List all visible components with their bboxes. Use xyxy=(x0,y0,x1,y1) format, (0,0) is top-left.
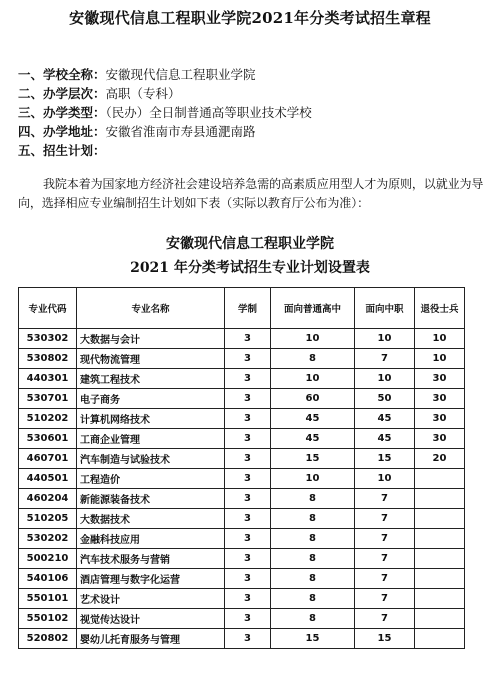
table-row xyxy=(19,429,465,449)
cell-code: 530601 xyxy=(19,429,77,449)
cell-name: 酒店管理与数字化运营 xyxy=(77,569,225,589)
table-row xyxy=(19,389,465,409)
table-title-line1: 安徽现代信息工程职业学院 xyxy=(166,236,334,252)
cell-veterans: 30 xyxy=(415,409,465,429)
cell-high-school: 60 xyxy=(271,389,355,409)
cell-vocational: 10 xyxy=(355,369,415,389)
info-value: 安徽现代信息工程职业学院 xyxy=(105,67,256,82)
table-row xyxy=(19,589,465,609)
cell-high-school: 8 xyxy=(271,349,355,369)
cell-vocational: 7 xyxy=(355,569,415,589)
plan-paragraph: 我院本着为国家地方经济社会建设培养急需的高素质应用型人才为原则，以就业为导向，选择相应专业编制招生计划如下表（实际以教育厅公布为准）： xyxy=(18,177,484,210)
school-info-list xyxy=(18,65,488,160)
info-row-type xyxy=(18,103,488,122)
header-veterans: 退役士兵 xyxy=(415,288,465,329)
cell-name: 大数据与会计 xyxy=(77,329,225,349)
table-header-row xyxy=(19,288,465,329)
cell-name: 汽车技术服务与营销 xyxy=(77,549,225,569)
cell-vocational: 45 xyxy=(355,409,415,429)
cell-duration: 3 xyxy=(225,329,271,349)
cell-name: 工程造价 xyxy=(77,469,225,489)
info-row-plan xyxy=(18,141,488,160)
cell-veterans xyxy=(415,489,465,509)
cell-code: 540106 xyxy=(19,569,77,589)
cell-veterans xyxy=(415,609,465,629)
info-label: 一、学校全称： xyxy=(18,67,106,82)
cell-code: 550101 xyxy=(19,589,77,609)
cell-high-school: 10 xyxy=(271,369,355,389)
cell-veterans xyxy=(415,569,465,589)
cell-code: 500210 xyxy=(19,549,77,569)
cell-high-school: 10 xyxy=(271,329,355,349)
cell-high-school: 8 xyxy=(271,549,355,569)
table-row xyxy=(19,509,465,529)
cell-veterans: 10 xyxy=(415,349,465,369)
cell-code: 440501 xyxy=(19,469,77,489)
cell-veterans: 30 xyxy=(415,369,465,389)
cell-duration: 3 xyxy=(225,589,271,609)
cell-veterans: 10 xyxy=(415,329,465,349)
header-name: 专业名称 xyxy=(77,288,225,329)
cell-veterans: 20 xyxy=(415,449,465,469)
cell-high-school: 8 xyxy=(271,489,355,509)
cell-veterans xyxy=(415,529,465,549)
cell-veterans: 30 xyxy=(415,429,465,449)
cell-vocational: 7 xyxy=(355,529,415,549)
cell-name: 建筑工程技术 xyxy=(77,369,225,389)
info-value: 高职（专科） xyxy=(105,86,181,101)
cell-high-school: 15 xyxy=(271,629,355,649)
cell-high-school: 8 xyxy=(271,569,355,589)
cell-code: 460204 xyxy=(19,489,77,509)
cell-vocational: 45 xyxy=(355,429,415,449)
header-code: 专业代码 xyxy=(19,288,77,329)
cell-high-school: 8 xyxy=(271,589,355,609)
table-row xyxy=(19,609,465,629)
cell-code: 510202 xyxy=(19,409,77,429)
cell-duration: 3 xyxy=(225,369,271,389)
cell-duration: 3 xyxy=(225,489,271,509)
cell-duration: 3 xyxy=(225,569,271,589)
cell-high-school: 45 xyxy=(271,409,355,429)
table-row xyxy=(19,549,465,569)
cell-name: 工商企业管理 xyxy=(77,429,225,449)
cell-vocational: 7 xyxy=(355,349,415,369)
cell-duration: 3 xyxy=(225,469,271,489)
info-label: 二、办学层次： xyxy=(18,86,106,101)
cell-name: 新能源装备技术 xyxy=(77,489,225,509)
info-label: 四、办学地址： xyxy=(18,124,106,139)
header-duration: 学制 xyxy=(225,288,271,329)
table-row xyxy=(19,369,465,389)
info-row-school-name xyxy=(18,65,488,84)
table-row xyxy=(19,349,465,369)
header-vocational: 面向中职 xyxy=(355,288,415,329)
cell-veterans xyxy=(415,549,465,569)
cell-vocational: 10 xyxy=(355,469,415,489)
info-label: 三、办学类型： xyxy=(18,105,106,120)
info-row-level xyxy=(18,84,488,103)
cell-code: 530302 xyxy=(19,329,77,349)
cell-vocational: 7 xyxy=(355,489,415,509)
cell-code: 530701 xyxy=(19,389,77,409)
cell-duration: 3 xyxy=(225,449,271,469)
cell-vocational: 7 xyxy=(355,509,415,529)
table-row xyxy=(19,329,465,349)
cell-name: 现代物流管理 xyxy=(77,349,225,369)
cell-high-school: 8 xyxy=(271,609,355,629)
cell-duration: 3 xyxy=(225,409,271,429)
table-row xyxy=(19,409,465,429)
cell-high-school: 8 xyxy=(271,509,355,529)
cell-code: 460701 xyxy=(19,449,77,469)
cell-duration: 3 xyxy=(225,609,271,629)
cell-veterans: 30 xyxy=(415,389,465,409)
table-row xyxy=(19,569,465,589)
cell-name: 婴幼儿托育服务与管理 xyxy=(77,629,225,649)
info-value: 安徽省淮南市寿县通淝南路 xyxy=(105,124,256,139)
cell-vocational: 50 xyxy=(355,389,415,409)
cell-vocational: 15 xyxy=(355,629,415,649)
cell-code: 530202 xyxy=(19,529,77,549)
document-title: 安徽现代信息工程职业学院2021年分类考试招生章程 xyxy=(69,9,431,27)
cell-duration: 3 xyxy=(225,549,271,569)
table-row xyxy=(19,469,465,489)
cell-name: 艺术设计 xyxy=(77,589,225,609)
table-row xyxy=(19,629,465,649)
table-title-line2: 2021 年分类考试招生专业计划设置表 xyxy=(130,260,370,276)
cell-high-school: 15 xyxy=(271,449,355,469)
cell-high-school: 45 xyxy=(271,429,355,449)
cell-name: 大数据技术 xyxy=(77,509,225,529)
cell-code: 440301 xyxy=(19,369,77,389)
cell-duration: 3 xyxy=(225,529,271,549)
cell-vocational: 7 xyxy=(355,609,415,629)
cell-name: 金融科技应用 xyxy=(77,529,225,549)
cell-name: 视觉传达设计 xyxy=(77,609,225,629)
cell-code: 520802 xyxy=(19,629,77,649)
info-value: （民办）全日制普通高等职业技术学校 xyxy=(105,105,312,120)
cell-code: 510205 xyxy=(19,509,77,529)
table-row xyxy=(19,529,465,549)
cell-vocational: 7 xyxy=(355,549,415,569)
table-row xyxy=(19,489,465,509)
cell-vocational: 7 xyxy=(355,589,415,609)
cell-duration: 3 xyxy=(225,349,271,369)
cell-code: 530802 xyxy=(19,349,77,369)
cell-vocational: 10 xyxy=(355,329,415,349)
cell-name: 电子商务 xyxy=(77,389,225,409)
cell-vocational: 15 xyxy=(355,449,415,469)
cell-high-school: 8 xyxy=(271,529,355,549)
cell-duration: 3 xyxy=(225,629,271,649)
cell-duration: 3 xyxy=(225,509,271,529)
info-row-address xyxy=(18,122,488,141)
header-high-school: 面向普通高中 xyxy=(271,288,355,329)
enrollment-plan-table xyxy=(18,287,465,649)
cell-veterans xyxy=(415,509,465,529)
cell-veterans xyxy=(415,629,465,649)
cell-name: 计算机网络技术 xyxy=(77,409,225,429)
cell-name: 汽车制造与试验技术 xyxy=(77,449,225,469)
table-row xyxy=(19,449,465,469)
cell-duration: 3 xyxy=(225,389,271,409)
cell-code: 550102 xyxy=(19,609,77,629)
cell-veterans xyxy=(415,469,465,489)
cell-high-school: 10 xyxy=(271,469,355,489)
cell-veterans xyxy=(415,589,465,609)
info-label: 五、招生计划： xyxy=(18,143,106,158)
cell-duration: 3 xyxy=(225,429,271,449)
table-body xyxy=(19,329,465,649)
